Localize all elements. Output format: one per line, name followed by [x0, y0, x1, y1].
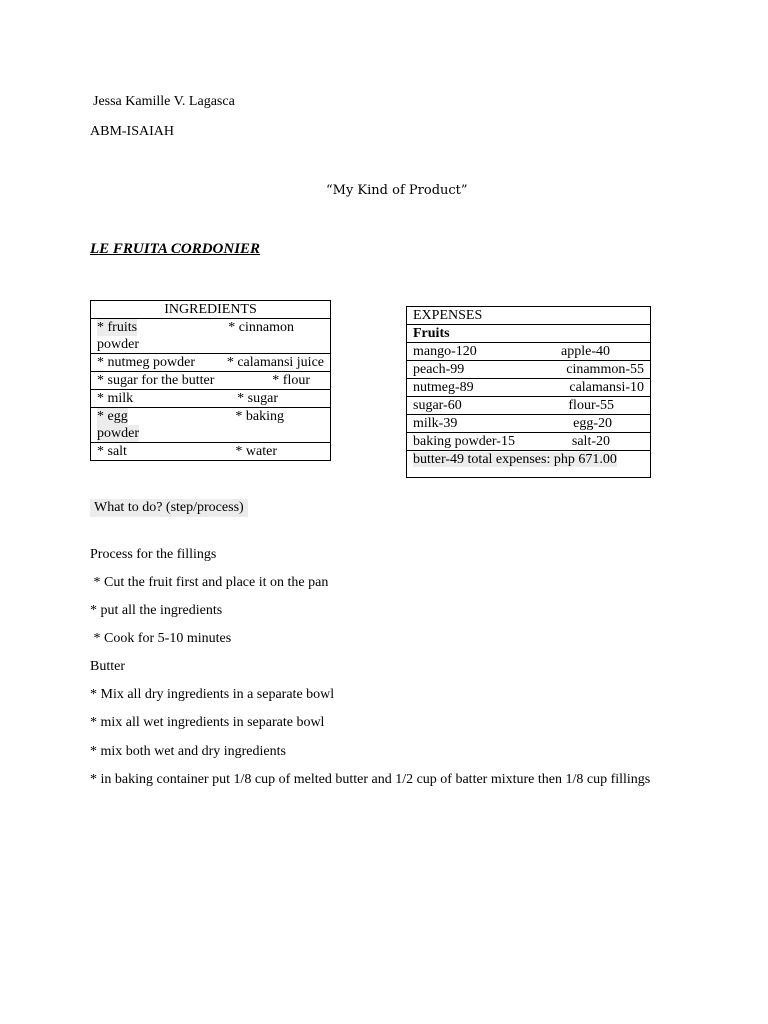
step-line: * mix both wet and dry ingredients [90, 744, 286, 759]
expenses-header: EXPENSES [407, 307, 651, 325]
step-line: * in baking container put 1/8 cup of melted butter and 1/2 cup of batter mixture then 1/8 cup fillings [90, 772, 651, 787]
ingredient-left: * fruits [97, 320, 138, 335]
step-line: * Mix all dry ingredients in a separate bowl [90, 687, 335, 702]
step-line: * mix all wet ingredients in separate bowl [90, 715, 325, 730]
step-line: * Cook for 5-10 minutes [90, 631, 232, 646]
expenses-row [407, 379, 651, 397]
ingredient-wrap: powder [97, 337, 139, 352]
ingredient-left: * salt [97, 444, 127, 459]
ingredient-wrap: powder [97, 426, 139, 441]
expense-left: nutmeg-89 [413, 380, 474, 395]
expenses-table [406, 306, 651, 478]
ingredients-table [90, 300, 331, 461]
author-name: Jessa Kamille V. Lagasca [93, 94, 235, 109]
expenses-total-row [407, 451, 651, 478]
expenses-row [407, 343, 651, 361]
expenses-row [407, 397, 651, 415]
section-name: ABM-ISAIAH [90, 124, 174, 139]
product-name: LE FRUITA CORDONIER [90, 241, 261, 257]
expenses-row [407, 361, 651, 379]
expense-left: mango-120 [413, 344, 477, 359]
ingredients-row [91, 390, 331, 408]
expense-left: peach-99 [413, 362, 465, 377]
ingredient-right: * calamansi juice [226, 355, 324, 370]
ingredient-right: * cinnamon [228, 320, 294, 335]
expense-left: milk-39 [413, 416, 458, 431]
step-line: * put all the ingredients [90, 603, 223, 618]
ingredient-right: * baking [235, 409, 284, 424]
expense-left: sugar-60 [413, 398, 462, 413]
ingredient-left: * sugar for the butter [97, 373, 215, 388]
expense-right: apple-40 [561, 344, 610, 359]
expense-right: calamansi-10 [569, 380, 644, 395]
expenses-row [407, 415, 651, 433]
ingredients-header: INGREDIENTS [91, 301, 331, 319]
expenses-row [407, 433, 651, 451]
document-title: “My Kind of Product” [326, 183, 468, 198]
step-line: Process for the fillings [90, 547, 217, 562]
expenses-total: butter-49 total expenses: php 671.00 [413, 452, 617, 467]
what-to-do-heading: What to do? (step/process) [90, 499, 248, 517]
expense-right: cinammon-55 [566, 362, 644, 377]
expense-right: salt-20 [571, 434, 610, 449]
expense-right: flour-55 [568, 398, 614, 413]
expenses-subheader: Fruits [407, 325, 651, 343]
ingredients-row [91, 443, 331, 461]
ingredient-left: * nutmeg powder [97, 355, 195, 370]
ingredient-right: * flour [272, 373, 310, 388]
ingredients-row [91, 408, 331, 443]
expense-right: egg-20 [573, 416, 612, 431]
ingredient-right: * sugar [237, 391, 278, 406]
ingredients-row [91, 354, 331, 372]
ingredient-left: * milk [97, 391, 134, 406]
ingredients-row [91, 319, 331, 354]
ingredient-right: * water [235, 444, 277, 459]
step-line: * Cut the fruit first and place it on the pan [90, 575, 329, 590]
step-line: Butter [90, 659, 125, 674]
expense-left: baking powder-15 [413, 434, 515, 449]
ingredients-row [91, 372, 331, 390]
ingredient-left: * egg [97, 409, 128, 424]
